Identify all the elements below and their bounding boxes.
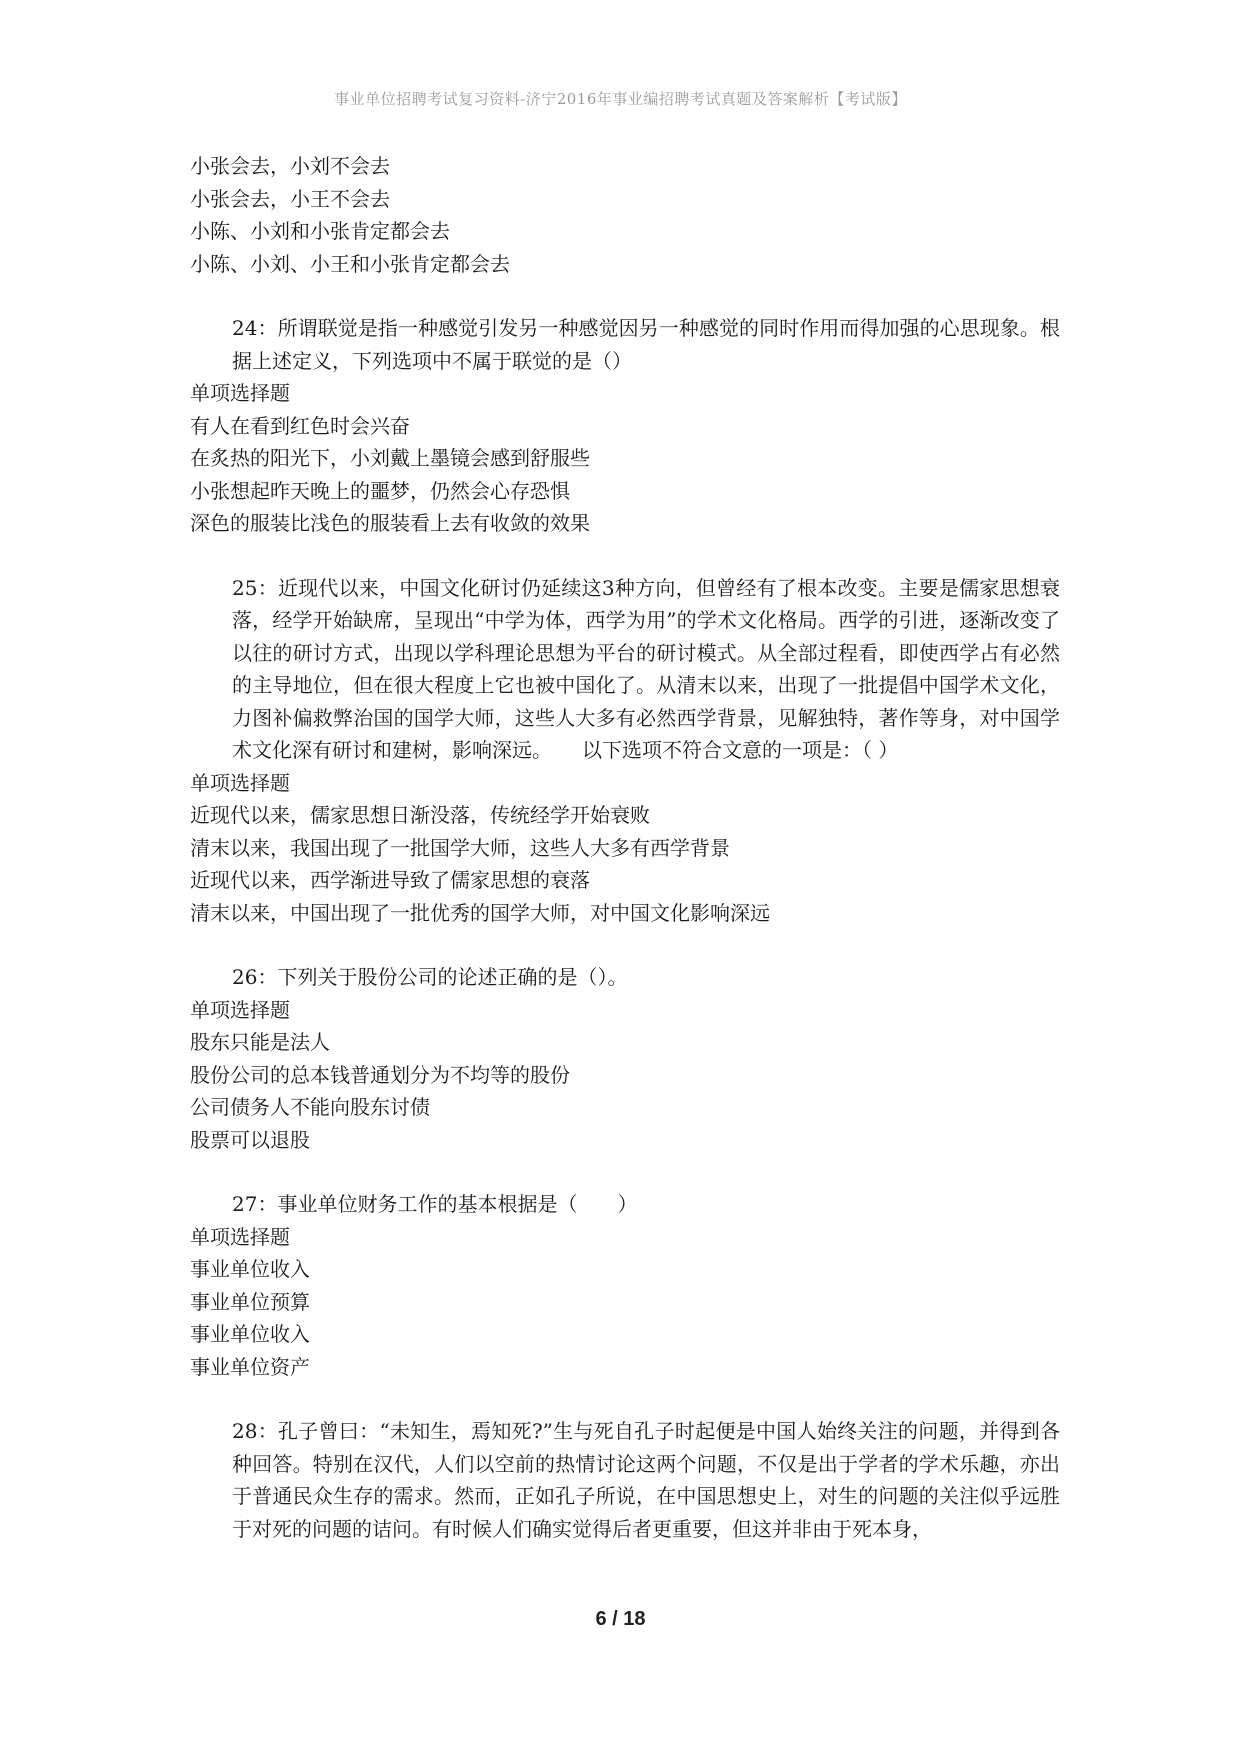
question-text: 27：事业单位财务工作的基本根据是（ ） <box>232 1192 638 1216</box>
option: 股份公司的总本钱普通划分为不均等的股份 <box>190 1062 570 1087</box>
question-text: 25：近现代以来，中国文化研讨仍延续这3种方向，但曾经有了根本改变。主要是儒家思想衰落，经学开始缺席，呈现出“中学为体，西学为用”的学术文化格局。西学的引进，逐渐改变了以往的研讨方式，出现以学科理论思想为平台的研讨模式。从全部过程看，即使西学占有必然的主导地位，但在很大程度上它也被中国化了。从清末以来，出现了一批提倡中国学术文化，力图补偏救弊治国的国学大师，这些人大多有必然西学背景，见解独特，著作等身，对中国学术文化深有研讨和建树，影响深远。 以下选项不符合文意的一项是：（ ） <box>232 575 1060 762</box>
option: 清末以来，我国出现了一批国学大师，这些人大多有西学背景 <box>190 835 730 860</box>
page-header: 事业单位招聘考试复习资料-济宁2016年事业编招聘考试真题及答案解析【考试版】 <box>334 90 907 108</box>
option: 公司债务人不能向股东讨债 <box>190 1095 430 1119</box>
option: 股东只能是法人 <box>190 1030 330 1054</box>
question-27 <box>190 1188 1060 1383</box>
question-24 <box>190 312 1060 540</box>
option: 清末以来，中国出现了一批优秀的国学大师，对中国文化影响深远 <box>190 900 770 925</box>
question-text: 28：孔子曾曰：“未知生，焉知死?”生与死自孔子时起便是中国人始终关注的问题，并得到各种回答。特别在汉代，人们以空前的热情讨论这两个问题，不仅是出于学者的学术乐趣，亦出于普通民众生存的需求。然而，正如孔子所说，在中国思想史上，对生的问题的关注似乎远胜于对死的问题的诘问。有时候人们确实觉得后者更重要，但这并非由于死本身， <box>232 1419 1060 1541</box>
question-28 <box>190 1415 1060 1545</box>
option: 小张会去，小刘不会去 <box>190 154 390 178</box>
prev-question-options <box>190 150 1060 280</box>
question-text: 24：所谓联觉是指一种感觉引发另一种感觉因另一种感觉的同时作用而得加强的心思现象。根据上述定义，下列选项中不属于联觉的是（） <box>232 316 1060 373</box>
option: 事业单位预算 <box>190 1289 310 1314</box>
option: 事业单位资产 <box>190 1354 310 1379</box>
option: 有人在看到红色时会兴奋 <box>190 413 410 438</box>
option: 事业单位收入 <box>190 1322 310 1346</box>
question-type: 单项选择题 <box>190 1224 290 1249</box>
option: 近现代以来，儒家思想日渐没落，传统经学开始衰败 <box>190 803 650 827</box>
question-text: 26：下列关于股份公司的论述正确的是（）。 <box>232 965 628 989</box>
question-type: 单项选择题 <box>190 997 290 1022</box>
option: 事业单位收入 <box>190 1257 310 1281</box>
option: 深色的服装比浅色的服装看上去有收敛的效果 <box>190 511 590 535</box>
option: 小张想起昨天晚上的噩梦，仍然会心存恐惧 <box>190 478 570 503</box>
question-26 <box>190 961 1060 1156</box>
option: 股票可以退股 <box>190 1127 310 1152</box>
option: 小陈、小刘和小张肯定都会去 <box>190 219 450 243</box>
option: 近现代以来，西学渐进导致了儒家思想的衰落 <box>190 868 590 892</box>
option: 小张会去，小王不会去 <box>190 186 390 211</box>
option: 在炙热的阳光下，小刘戴上墨镜会感到舒服些 <box>190 446 590 470</box>
document-body <box>190 150 1060 1545</box>
question-type: 单项选择题 <box>190 770 290 795</box>
question-type: 单项选择题 <box>190 381 290 405</box>
option: 小陈、小刘、小王和小张肯定都会去 <box>190 251 510 276</box>
question-25 <box>190 572 1060 930</box>
page-number: 6 / 18 <box>595 1608 646 1630</box>
